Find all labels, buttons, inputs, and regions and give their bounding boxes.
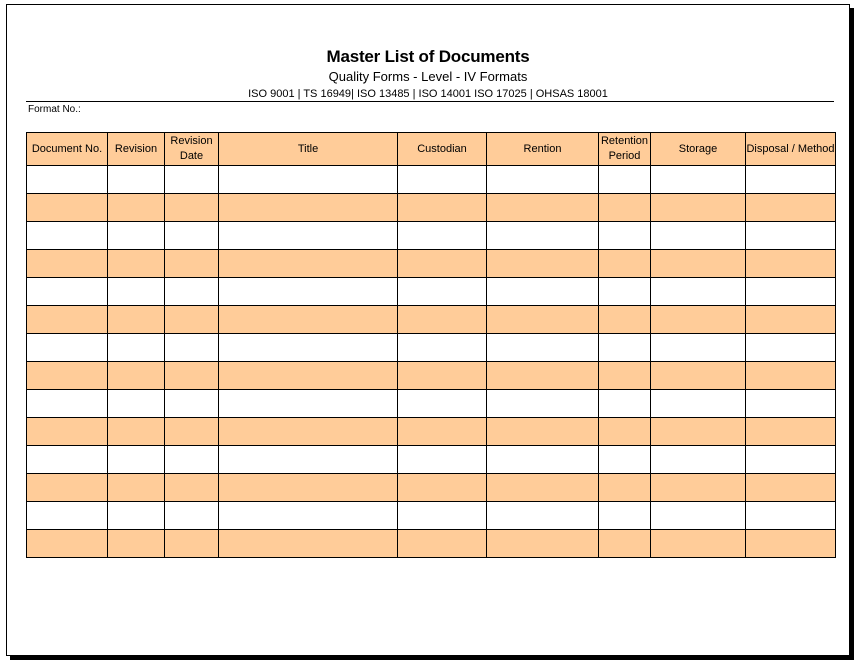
table-cell[interactable]	[487, 222, 599, 250]
table-cell[interactable]	[599, 474, 651, 502]
table-cell[interactable]	[165, 278, 219, 306]
table-cell[interactable]	[165, 306, 219, 334]
table-cell[interactable]	[165, 418, 219, 446]
table-cell[interactable]	[398, 502, 487, 530]
table-cell[interactable]	[398, 166, 487, 194]
table-cell[interactable]	[27, 306, 108, 334]
table-cell[interactable]	[165, 502, 219, 530]
table-cell[interactable]	[27, 222, 108, 250]
table-cell[interactable]	[651, 474, 746, 502]
table-cell[interactable]	[165, 446, 219, 474]
table-cell[interactable]	[599, 446, 651, 474]
table-cell[interactable]	[651, 446, 746, 474]
table-cell[interactable]	[165, 166, 219, 194]
table-cell[interactable]	[599, 250, 651, 278]
table-cell[interactable]	[599, 278, 651, 306]
table-cell[interactable]	[108, 278, 165, 306]
table-cell[interactable]	[27, 474, 108, 502]
column-header-revision: Revision	[108, 133, 165, 166]
table-cell[interactable]	[27, 250, 108, 278]
table-row	[27, 250, 836, 278]
table-cell[interactable]	[651, 194, 746, 222]
table-cell[interactable]	[651, 306, 746, 334]
table-row	[27, 166, 836, 194]
form-page	[6, 4, 850, 656]
table-row	[27, 194, 836, 222]
table-body	[27, 166, 836, 558]
table-cell[interactable]	[487, 530, 599, 558]
table-cell[interactable]	[746, 306, 836, 334]
table-cell[interactable]	[746, 446, 836, 474]
table-cell[interactable]	[219, 166, 398, 194]
table-cell[interactable]	[487, 250, 599, 278]
table-cell[interactable]	[599, 306, 651, 334]
table-cell[interactable]	[487, 418, 599, 446]
table-cell[interactable]	[746, 390, 836, 418]
table-cell[interactable]	[219, 530, 398, 558]
table-row	[27, 390, 836, 418]
header-row	[27, 133, 836, 166]
table-cell[interactable]	[108, 222, 165, 250]
table-cell[interactable]	[27, 194, 108, 222]
table-cell[interactable]	[651, 278, 746, 306]
table-row	[27, 418, 836, 446]
table-cell[interactable]	[165, 250, 219, 278]
table-cell[interactable]	[746, 166, 836, 194]
table-cell[interactable]	[651, 222, 746, 250]
column-header-title: Title	[219, 133, 398, 166]
table-cell[interactable]	[746, 194, 836, 222]
table-cell[interactable]	[108, 502, 165, 530]
table-cell[interactable]	[398, 306, 487, 334]
table-cell[interactable]	[165, 194, 219, 222]
table-cell[interactable]	[108, 418, 165, 446]
table-cell[interactable]	[398, 530, 487, 558]
table-cell[interactable]	[165, 530, 219, 558]
table-cell[interactable]	[108, 390, 165, 418]
table-cell[interactable]	[165, 334, 219, 362]
table-cell[interactable]	[27, 502, 108, 530]
table-cell[interactable]	[108, 306, 165, 334]
table-cell[interactable]	[398, 418, 487, 446]
table-cell[interactable]	[27, 530, 108, 558]
table-cell[interactable]	[108, 474, 165, 502]
table-cell[interactable]	[108, 194, 165, 222]
column-header-custodian: Custodian	[398, 133, 487, 166]
table-cell[interactable]	[599, 418, 651, 446]
table-cell[interactable]	[398, 474, 487, 502]
table-cell[interactable]	[746, 418, 836, 446]
column-header-retention-period: Retention Period	[599, 133, 651, 166]
table-row	[27, 474, 836, 502]
table-cell[interactable]	[219, 418, 398, 446]
table-row	[27, 278, 836, 306]
page-subtitle: Quality Forms - Level - IV Formats	[328, 69, 528, 84]
table-cell[interactable]	[165, 362, 219, 390]
column-header-revision-date: Revision Date	[165, 133, 219, 166]
table-cell[interactable]	[398, 390, 487, 418]
table-cell[interactable]	[487, 474, 599, 502]
table-cell[interactable]	[487, 502, 599, 530]
column-header-storage: Storage	[651, 133, 746, 166]
table-cell[interactable]	[398, 362, 487, 390]
table-cell[interactable]	[651, 502, 746, 530]
page-title: Master List of Documents	[326, 47, 530, 66]
table-cell[interactable]	[487, 166, 599, 194]
table-cell[interactable]	[219, 362, 398, 390]
table-cell[interactable]	[398, 446, 487, 474]
table-cell[interactable]	[398, 194, 487, 222]
table-cell[interactable]	[599, 166, 651, 194]
table-cell[interactable]	[165, 222, 219, 250]
table-cell[interactable]	[219, 222, 398, 250]
table-cell[interactable]	[165, 474, 219, 502]
table-cell[interactable]	[27, 418, 108, 446]
table-cell[interactable]	[398, 222, 487, 250]
table-cell[interactable]	[108, 362, 165, 390]
table-row	[27, 306, 836, 334]
table-cell[interactable]	[219, 278, 398, 306]
table-cell[interactable]	[651, 362, 746, 390]
column-header-rention: Rention	[487, 133, 599, 166]
table-cell[interactable]	[599, 222, 651, 250]
table-row	[27, 222, 836, 250]
column-header-document-no: Document No.	[27, 133, 108, 166]
table-cell[interactable]	[599, 390, 651, 418]
standards-line: ISO 9001 | TS 16949| ISO 13485 | ISO 14001 ISO 17025 | OHSAS 18001	[248, 88, 608, 100]
table-cell[interactable]	[599, 502, 651, 530]
table-cell[interactable]	[108, 250, 165, 278]
table-row	[27, 446, 836, 474]
table-cell[interactable]	[398, 250, 487, 278]
table-cell[interactable]	[219, 306, 398, 334]
table-cell[interactable]	[219, 390, 398, 418]
table-cell[interactable]	[487, 194, 599, 222]
table-cell[interactable]	[219, 334, 398, 362]
table-cell[interactable]	[219, 502, 398, 530]
table-cell[interactable]	[746, 362, 836, 390]
table-cell[interactable]	[398, 278, 487, 306]
table-cell[interactable]	[219, 250, 398, 278]
table-cell[interactable]	[27, 166, 108, 194]
table-cell[interactable]	[746, 502, 836, 530]
table-cell[interactable]	[746, 474, 836, 502]
table-cell[interactable]	[108, 334, 165, 362]
table-cell[interactable]	[27, 362, 108, 390]
table-row	[27, 334, 836, 362]
table-cell[interactable]	[746, 530, 836, 558]
column-header-disposal-method: Disposal / Method	[746, 133, 836, 166]
table-cell[interactable]	[487, 278, 599, 306]
table-cell[interactable]	[651, 418, 746, 446]
table-row	[27, 530, 836, 558]
table-cell[interactable]	[746, 250, 836, 278]
table-cell[interactable]	[599, 194, 651, 222]
table-cell[interactable]	[27, 446, 108, 474]
table-cell[interactable]	[219, 194, 398, 222]
table-cell[interactable]	[108, 446, 165, 474]
table-cell[interactable]	[27, 390, 108, 418]
table-cell[interactable]	[27, 334, 108, 362]
table-cell[interactable]	[746, 222, 836, 250]
table-cell[interactable]	[487, 334, 599, 362]
table-row	[27, 362, 836, 390]
table-cell[interactable]	[599, 334, 651, 362]
table-cell[interactable]	[27, 278, 108, 306]
table-cell[interactable]	[108, 166, 165, 194]
master-document-table	[26, 132, 836, 558]
table-cell[interactable]	[487, 362, 599, 390]
table-cell[interactable]	[746, 278, 836, 306]
table-cell[interactable]	[599, 530, 651, 558]
format-no-label: Format No.:	[28, 104, 81, 115]
table-cell[interactable]	[219, 446, 398, 474]
table-cell[interactable]	[651, 530, 746, 558]
table-cell[interactable]	[108, 530, 165, 558]
table-cell[interactable]	[651, 334, 746, 362]
table-row	[27, 502, 836, 530]
table-cell[interactable]	[599, 362, 651, 390]
table-cell[interactable]	[165, 390, 219, 418]
table-cell[interactable]	[487, 306, 599, 334]
table-cell[interactable]	[651, 390, 746, 418]
table-cell[interactable]	[487, 390, 599, 418]
table-cell[interactable]	[487, 446, 599, 474]
table-cell[interactable]	[651, 250, 746, 278]
header-divider	[26, 101, 834, 102]
table-cell[interactable]	[219, 474, 398, 502]
table-cell[interactable]	[746, 334, 836, 362]
table-cell[interactable]	[398, 334, 487, 362]
table-cell[interactable]	[651, 166, 746, 194]
